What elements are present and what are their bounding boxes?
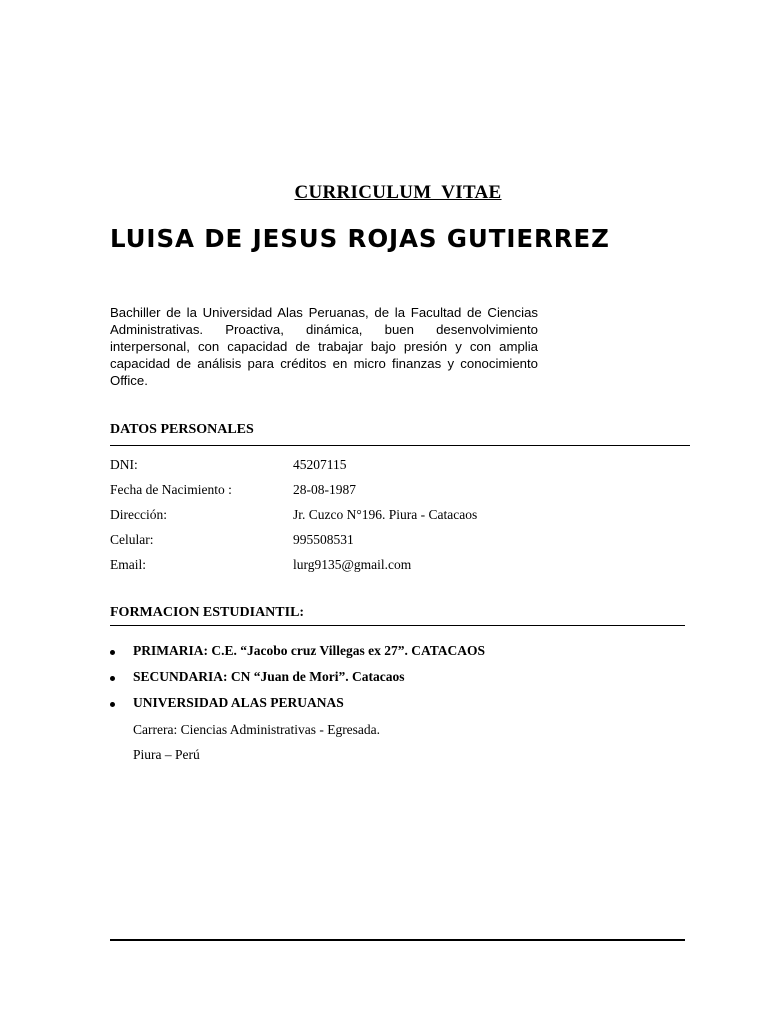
bullet-icon xyxy=(110,676,115,681)
education-divider xyxy=(110,625,685,626)
email-value: lurg9135@gmail.com xyxy=(293,557,412,572)
email-label: Email: xyxy=(110,557,146,572)
field-dni xyxy=(110,457,530,475)
dni-label: DNI: xyxy=(110,457,138,472)
career-detail: Carrera: Ciencias Administrativas - Egresada. xyxy=(133,722,381,737)
university: UNIVERSIDAD ALAS PERUANAS xyxy=(133,695,344,710)
list-item xyxy=(110,695,485,721)
address-label: Dirección: xyxy=(110,507,167,522)
primary-school: PRIMARIA: C.E. “Jacobo cruz Villegas ex 27”. CATACAOS xyxy=(133,643,485,658)
education-list xyxy=(110,643,485,721)
bottom-divider xyxy=(110,939,685,941)
address-value: Jr. Cuzco N°196. Piura - Catacaos xyxy=(293,507,478,522)
profile-summary: Bachiller de la Universidad Alas Peruanas, de la Facultad de Ciencias Administrativas. Proactiva, dinámica, buen desenvolvimiento interpersonal, con capacidad de trabajar bajo presión y con amplia capacidad de análisis para créditos en micro finanzas y conocimiento Office. xyxy=(110,305,538,388)
birth-date-value: 28-08-1987 xyxy=(293,482,356,497)
field-email xyxy=(110,557,530,575)
personal-data-heading: DATOS PERSONALES xyxy=(110,422,254,437)
phone-label: Celular: xyxy=(110,532,154,547)
birth-date-label: Fecha de Nacimiento : xyxy=(110,482,232,497)
phone-value: 995508531 xyxy=(293,532,354,547)
list-item xyxy=(110,669,485,695)
document-title: CURRICULUM VITAE xyxy=(294,182,502,203)
field-phone xyxy=(110,532,530,550)
education-heading: FORMACION ESTUDIANTIL: xyxy=(110,605,305,620)
secondary-school: SECUNDARIA: CN “Juan de Mori”. Catacaos xyxy=(133,669,405,684)
location-detail: Piura – Perú xyxy=(133,747,200,762)
field-address xyxy=(110,507,530,525)
bullet-icon xyxy=(110,702,115,707)
bullet-icon xyxy=(110,650,115,655)
field-birth-date xyxy=(110,482,530,500)
personal-data-divider xyxy=(110,445,690,446)
dni-value: 45207115 xyxy=(293,457,347,472)
list-item xyxy=(110,643,485,669)
person-name: LUISA DE JESUS ROJAS GUTIERREZ xyxy=(110,224,610,253)
